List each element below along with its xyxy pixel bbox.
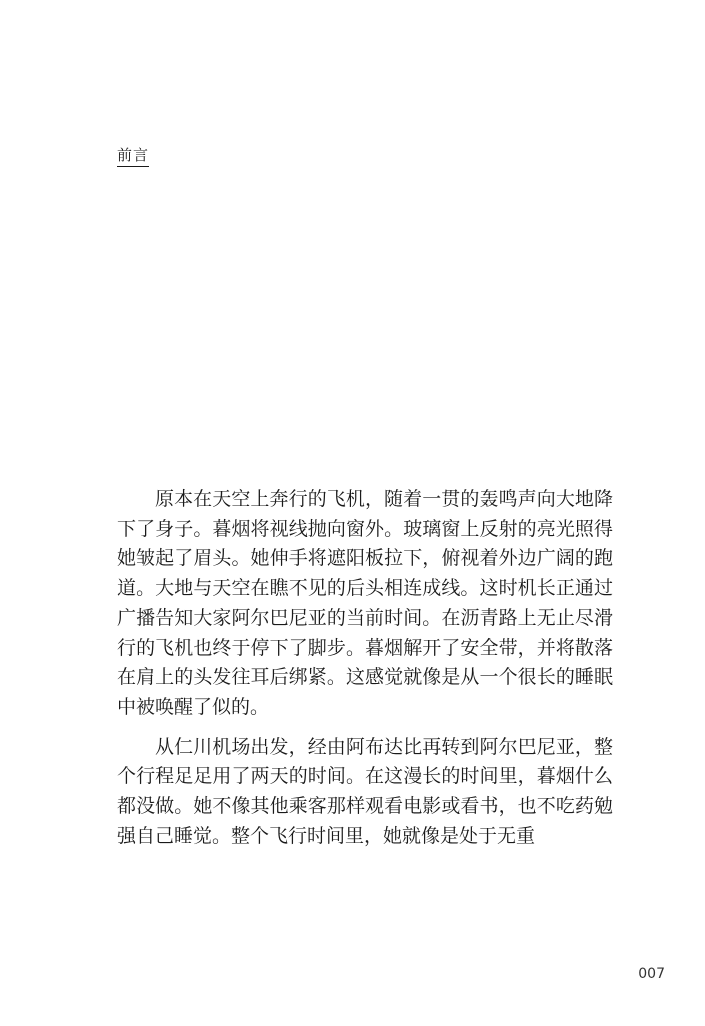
chapter-title: 前言 (117, 145, 149, 167)
page-number: 007 (638, 966, 665, 982)
paragraph-1: 原本在天空上奔行的飞机，随着一贯的轰鸣声向大地降下了身子。暮烟将视线抛向窗外。玻璃窗上反射的亮光照得她皱起了眉头。她伸手将遮阳板拉下，俯视着外边广阔的跑道。大地与天空在瞧不见的后头相连成线。这时机长正通过广播告知大家阿尔巴尼亚的当前时间。在沥青路上无止尽滑行的飞机也终于停下了脚步。暮烟解开了安全带，并将散落在肩上的头发往耳后绑紧。这感觉就像是从一个很长的睡眠中被唤醒了似的。 (117, 488, 613, 718)
body-text (117, 485, 613, 851)
paragraph-2: 从仁川机场出发，经由阿布达比再转到阿尔巴尼亚，整个行程足足用了两天的时间。在这漫长的时间里，暮烟什么都没做。她不像其他乘客那样观看电影或看书，也不吃药勉强自己睡觉。整个飞行时间里，她就像是处于无重 (117, 735, 613, 847)
